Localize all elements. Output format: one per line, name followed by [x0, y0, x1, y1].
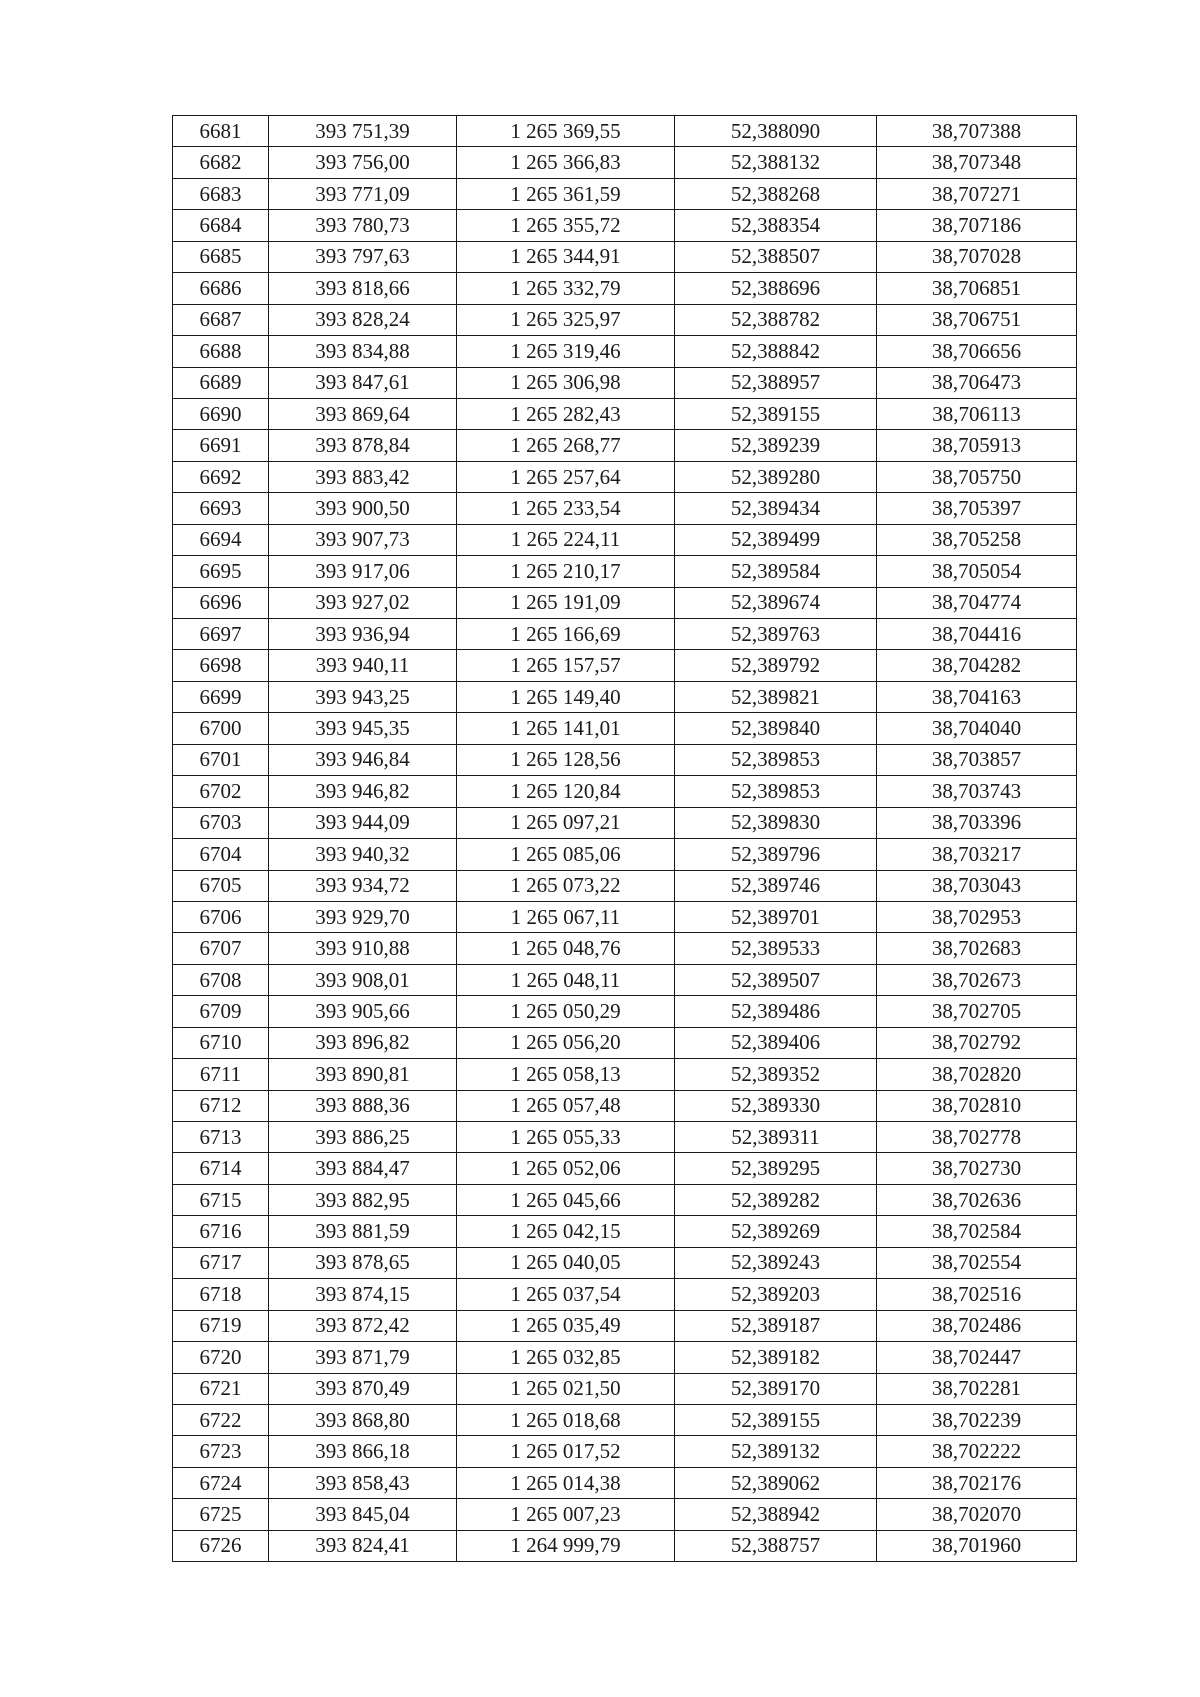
- table-row: [173, 1373, 1077, 1404]
- table-row: [173, 964, 1077, 995]
- y-coordinate-cell: 1 265 017,52: [457, 1436, 675, 1467]
- table-row: [173, 116, 1077, 147]
- point-number-cell: 6721: [173, 1373, 269, 1404]
- latitude-cell: 52,389674: [675, 587, 877, 618]
- longitude-cell: 38,704163: [877, 681, 1077, 712]
- x-coordinate-cell: 393 847,61: [269, 367, 457, 398]
- x-coordinate-cell: 393 940,32: [269, 839, 457, 870]
- y-coordinate-cell: 1 265 128,56: [457, 744, 675, 775]
- latitude-cell: 52,389853: [675, 776, 877, 807]
- latitude-cell: 52,389533: [675, 933, 877, 964]
- latitude-cell: 52,388842: [675, 336, 877, 367]
- latitude-cell: 52,389330: [675, 1090, 877, 1121]
- point-number-cell: 6681: [173, 116, 269, 147]
- x-coordinate-cell: 393 858,43: [269, 1467, 457, 1498]
- x-coordinate-cell: 393 818,66: [269, 273, 457, 304]
- y-coordinate-cell: 1 265 040,05: [457, 1247, 675, 1278]
- latitude-cell: 52,389434: [675, 493, 877, 524]
- y-coordinate-cell: 1 265 149,40: [457, 681, 675, 712]
- x-coordinate-cell: 393 871,79: [269, 1342, 457, 1373]
- y-coordinate-cell: 1 265 268,77: [457, 430, 675, 461]
- x-coordinate-cell: 393 872,42: [269, 1310, 457, 1341]
- latitude-cell: 52,389584: [675, 556, 877, 587]
- y-coordinate-cell: 1 265 369,55: [457, 116, 675, 147]
- table-row: [173, 681, 1077, 712]
- longitude-cell: 38,707388: [877, 116, 1077, 147]
- y-coordinate-cell: 1 265 191,09: [457, 587, 675, 618]
- x-coordinate-cell: 393 943,25: [269, 681, 457, 712]
- table-row: [173, 493, 1077, 524]
- x-coordinate-cell: 393 870,49: [269, 1373, 457, 1404]
- latitude-cell: 52,388132: [675, 147, 877, 178]
- latitude-cell: 52,389170: [675, 1373, 877, 1404]
- x-coordinate-cell: 393 845,04: [269, 1499, 457, 1530]
- table-row: [173, 901, 1077, 932]
- y-coordinate-cell: 1 265 097,21: [457, 807, 675, 838]
- y-coordinate-cell: 1 265 366,83: [457, 147, 675, 178]
- latitude-cell: 52,388957: [675, 367, 877, 398]
- point-number-cell: 6713: [173, 1122, 269, 1153]
- latitude-cell: 52,389507: [675, 964, 877, 995]
- x-coordinate-cell: 393 883,42: [269, 461, 457, 492]
- point-number-cell: 6701: [173, 744, 269, 775]
- latitude-cell: 52,389155: [675, 398, 877, 429]
- y-coordinate-cell: 1 265 073,22: [457, 870, 675, 901]
- y-coordinate-cell: 1 265 085,06: [457, 839, 675, 870]
- y-coordinate-cell: 1 265 014,38: [457, 1467, 675, 1498]
- x-coordinate-cell: 393 944,09: [269, 807, 457, 838]
- y-coordinate-cell: 1 265 319,46: [457, 336, 675, 367]
- latitude-cell: 52,389280: [675, 461, 877, 492]
- y-coordinate-cell: 1 265 032,85: [457, 1342, 675, 1373]
- longitude-cell: 38,705258: [877, 524, 1077, 555]
- point-number-cell: 6706: [173, 901, 269, 932]
- table-row: [173, 1090, 1077, 1121]
- y-coordinate-cell: 1 265 057,48: [457, 1090, 675, 1121]
- x-coordinate-cell: 393 751,39: [269, 116, 457, 147]
- y-coordinate-cell: 1 265 052,06: [457, 1153, 675, 1184]
- table-row: [173, 524, 1077, 555]
- point-number-cell: 6688: [173, 336, 269, 367]
- x-coordinate-cell: 393 929,70: [269, 901, 457, 932]
- longitude-cell: 38,703743: [877, 776, 1077, 807]
- coordinates-table-body: [173, 116, 1077, 1562]
- x-coordinate-cell: 393 890,81: [269, 1059, 457, 1090]
- point-number-cell: 6718: [173, 1279, 269, 1310]
- longitude-cell: 38,702486: [877, 1310, 1077, 1341]
- point-number-cell: 6715: [173, 1184, 269, 1215]
- table-row: [173, 1436, 1077, 1467]
- y-coordinate-cell: 1 265 042,15: [457, 1216, 675, 1247]
- longitude-cell: 38,707271: [877, 178, 1077, 209]
- longitude-cell: 38,702281: [877, 1373, 1077, 1404]
- point-number-cell: 6711: [173, 1059, 269, 1090]
- longitude-cell: 38,706113: [877, 398, 1077, 429]
- table-row: [173, 1216, 1077, 1247]
- table-row: [173, 1247, 1077, 1278]
- latitude-cell: 52,389182: [675, 1342, 877, 1373]
- longitude-cell: 38,706656: [877, 336, 1077, 367]
- point-number-cell: 6722: [173, 1404, 269, 1435]
- latitude-cell: 52,389486: [675, 996, 877, 1027]
- longitude-cell: 38,702447: [877, 1342, 1077, 1373]
- y-coordinate-cell: 1 265 056,20: [457, 1027, 675, 1058]
- point-number-cell: 6720: [173, 1342, 269, 1373]
- latitude-cell: 52,389311: [675, 1122, 877, 1153]
- point-number-cell: 6700: [173, 713, 269, 744]
- table-row: [173, 178, 1077, 209]
- y-coordinate-cell: 1 265 018,68: [457, 1404, 675, 1435]
- longitude-cell: 38,702222: [877, 1436, 1077, 1467]
- point-number-cell: 6690: [173, 398, 269, 429]
- y-coordinate-cell: 1 265 166,69: [457, 619, 675, 650]
- y-coordinate-cell: 1 265 233,54: [457, 493, 675, 524]
- x-coordinate-cell: 393 900,50: [269, 493, 457, 524]
- point-number-cell: 6684: [173, 210, 269, 241]
- x-coordinate-cell: 393 868,80: [269, 1404, 457, 1435]
- point-number-cell: 6696: [173, 587, 269, 618]
- longitude-cell: 38,705054: [877, 556, 1077, 587]
- latitude-cell: 52,388942: [675, 1499, 877, 1530]
- x-coordinate-cell: 393 940,11: [269, 650, 457, 681]
- x-coordinate-cell: 393 834,88: [269, 336, 457, 367]
- x-coordinate-cell: 393 882,95: [269, 1184, 457, 1215]
- y-coordinate-cell: 1 265 045,66: [457, 1184, 675, 1215]
- x-coordinate-cell: 393 869,64: [269, 398, 457, 429]
- table-row: [173, 1027, 1077, 1058]
- table-row: [173, 398, 1077, 429]
- table-row: [173, 933, 1077, 964]
- point-number-cell: 6717: [173, 1247, 269, 1278]
- longitude-cell: 38,702792: [877, 1027, 1077, 1058]
- y-coordinate-cell: 1 265 120,84: [457, 776, 675, 807]
- table-row: [173, 587, 1077, 618]
- point-number-cell: 6692: [173, 461, 269, 492]
- point-number-cell: 6708: [173, 964, 269, 995]
- point-number-cell: 6698: [173, 650, 269, 681]
- x-coordinate-cell: 393 756,00: [269, 147, 457, 178]
- point-number-cell: 6704: [173, 839, 269, 870]
- longitude-cell: 38,702516: [877, 1279, 1077, 1310]
- y-coordinate-cell: 1 264 999,79: [457, 1530, 675, 1561]
- coordinates-table: [172, 115, 1077, 1562]
- longitude-cell: 38,702554: [877, 1247, 1077, 1278]
- x-coordinate-cell: 393 905,66: [269, 996, 457, 1027]
- x-coordinate-cell: 393 828,24: [269, 304, 457, 335]
- y-coordinate-cell: 1 265 048,76: [457, 933, 675, 964]
- y-coordinate-cell: 1 265 344,91: [457, 241, 675, 272]
- x-coordinate-cell: 393 946,82: [269, 776, 457, 807]
- x-coordinate-cell: 393 908,01: [269, 964, 457, 995]
- point-number-cell: 6714: [173, 1153, 269, 1184]
- table-row: [173, 461, 1077, 492]
- x-coordinate-cell: 393 888,36: [269, 1090, 457, 1121]
- y-coordinate-cell: 1 265 210,17: [457, 556, 675, 587]
- latitude-cell: 52,388354: [675, 210, 877, 241]
- table-row: [173, 713, 1077, 744]
- latitude-cell: 52,389187: [675, 1310, 877, 1341]
- x-coordinate-cell: 393 780,73: [269, 210, 457, 241]
- point-number-cell: 6694: [173, 524, 269, 555]
- latitude-cell: 52,389243: [675, 1247, 877, 1278]
- latitude-cell: 52,389792: [675, 650, 877, 681]
- longitude-cell: 38,707348: [877, 147, 1077, 178]
- point-number-cell: 6709: [173, 996, 269, 1027]
- longitude-cell: 38,702070: [877, 1499, 1077, 1530]
- x-coordinate-cell: 393 917,06: [269, 556, 457, 587]
- point-number-cell: 6699: [173, 681, 269, 712]
- y-coordinate-cell: 1 265 282,43: [457, 398, 675, 429]
- latitude-cell: 52,389763: [675, 619, 877, 650]
- latitude-cell: 52,389853: [675, 744, 877, 775]
- latitude-cell: 52,388757: [675, 1530, 877, 1561]
- longitude-cell: 38,702636: [877, 1184, 1077, 1215]
- point-number-cell: 6703: [173, 807, 269, 838]
- y-coordinate-cell: 1 265 048,11: [457, 964, 675, 995]
- x-coordinate-cell: 393 881,59: [269, 1216, 457, 1247]
- point-number-cell: 6710: [173, 1027, 269, 1058]
- y-coordinate-cell: 1 265 141,01: [457, 713, 675, 744]
- point-number-cell: 6702: [173, 776, 269, 807]
- y-coordinate-cell: 1 265 325,97: [457, 304, 675, 335]
- longitude-cell: 38,701960: [877, 1530, 1077, 1561]
- x-coordinate-cell: 393 907,73: [269, 524, 457, 555]
- table-row: [173, 556, 1077, 587]
- point-number-cell: 6687: [173, 304, 269, 335]
- latitude-cell: 52,388782: [675, 304, 877, 335]
- point-number-cell: 6707: [173, 933, 269, 964]
- point-number-cell: 6719: [173, 1310, 269, 1341]
- point-number-cell: 6685: [173, 241, 269, 272]
- table-row: [173, 619, 1077, 650]
- y-coordinate-cell: 1 265 257,64: [457, 461, 675, 492]
- x-coordinate-cell: 393 936,94: [269, 619, 457, 650]
- longitude-cell: 38,702683: [877, 933, 1077, 964]
- y-coordinate-cell: 1 265 050,29: [457, 996, 675, 1027]
- point-number-cell: 6682: [173, 147, 269, 178]
- table-row: [173, 839, 1077, 870]
- latitude-cell: 52,389406: [675, 1027, 877, 1058]
- point-number-cell: 6695: [173, 556, 269, 587]
- latitude-cell: 52,389295: [675, 1153, 877, 1184]
- longitude-cell: 38,702778: [877, 1122, 1077, 1153]
- latitude-cell: 52,389746: [675, 870, 877, 901]
- x-coordinate-cell: 393 797,63: [269, 241, 457, 272]
- latitude-cell: 52,389830: [675, 807, 877, 838]
- x-coordinate-cell: 393 878,84: [269, 430, 457, 461]
- y-coordinate-cell: 1 265 224,11: [457, 524, 675, 555]
- y-coordinate-cell: 1 265 306,98: [457, 367, 675, 398]
- table-row: [173, 744, 1077, 775]
- latitude-cell: 52,389155: [675, 1404, 877, 1435]
- x-coordinate-cell: 393 934,72: [269, 870, 457, 901]
- longitude-cell: 38,704416: [877, 619, 1077, 650]
- point-number-cell: 6725: [173, 1499, 269, 1530]
- table-row: [173, 1122, 1077, 1153]
- longitude-cell: 38,703396: [877, 807, 1077, 838]
- point-number-cell: 6697: [173, 619, 269, 650]
- table-row: [173, 870, 1077, 901]
- latitude-cell: 52,389269: [675, 1216, 877, 1247]
- latitude-cell: 52,389203: [675, 1279, 877, 1310]
- y-coordinate-cell: 1 265 067,11: [457, 901, 675, 932]
- longitude-cell: 38,703043: [877, 870, 1077, 901]
- table-row: [173, 273, 1077, 304]
- y-coordinate-cell: 1 265 355,72: [457, 210, 675, 241]
- table-row: [173, 430, 1077, 461]
- longitude-cell: 38,702705: [877, 996, 1077, 1027]
- table-row: [173, 776, 1077, 807]
- table-row: [173, 807, 1077, 838]
- table-row: [173, 1530, 1077, 1561]
- x-coordinate-cell: 393 874,15: [269, 1279, 457, 1310]
- x-coordinate-cell: 393 896,82: [269, 1027, 457, 1058]
- longitude-cell: 38,703217: [877, 839, 1077, 870]
- x-coordinate-cell: 393 927,02: [269, 587, 457, 618]
- longitude-cell: 38,705750: [877, 461, 1077, 492]
- table-row: [173, 336, 1077, 367]
- point-number-cell: 6723: [173, 1436, 269, 1467]
- longitude-cell: 38,707186: [877, 210, 1077, 241]
- longitude-cell: 38,706751: [877, 304, 1077, 335]
- longitude-cell: 38,705397: [877, 493, 1077, 524]
- table-row: [173, 1184, 1077, 1215]
- x-coordinate-cell: 393 824,41: [269, 1530, 457, 1561]
- table-row: [173, 1153, 1077, 1184]
- longitude-cell: 38,704774: [877, 587, 1077, 618]
- x-coordinate-cell: 393 946,84: [269, 744, 457, 775]
- point-number-cell: 6686: [173, 273, 269, 304]
- table-row: [173, 1342, 1077, 1373]
- x-coordinate-cell: 393 886,25: [269, 1122, 457, 1153]
- table-row: [173, 367, 1077, 398]
- point-number-cell: 6693: [173, 493, 269, 524]
- table-row: [173, 210, 1077, 241]
- table-row: [173, 1404, 1077, 1435]
- y-coordinate-cell: 1 265 037,54: [457, 1279, 675, 1310]
- table-row: [173, 147, 1077, 178]
- x-coordinate-cell: 393 771,09: [269, 178, 457, 209]
- latitude-cell: 52,388507: [675, 241, 877, 272]
- longitude-cell: 38,702810: [877, 1090, 1077, 1121]
- latitude-cell: 52,389796: [675, 839, 877, 870]
- table-row: [173, 1059, 1077, 1090]
- longitude-cell: 38,702176: [877, 1467, 1077, 1498]
- latitude-cell: 52,389282: [675, 1184, 877, 1215]
- longitude-cell: 38,704282: [877, 650, 1077, 681]
- longitude-cell: 38,702820: [877, 1059, 1077, 1090]
- longitude-cell: 38,703857: [877, 744, 1077, 775]
- y-coordinate-cell: 1 265 157,57: [457, 650, 675, 681]
- x-coordinate-cell: 393 884,47: [269, 1153, 457, 1184]
- latitude-cell: 52,389062: [675, 1467, 877, 1498]
- point-number-cell: 6726: [173, 1530, 269, 1561]
- latitude-cell: 52,389840: [675, 713, 877, 744]
- latitude-cell: 52,388696: [675, 273, 877, 304]
- latitude-cell: 52,388090: [675, 116, 877, 147]
- table-row: [173, 241, 1077, 272]
- point-number-cell: 6691: [173, 430, 269, 461]
- point-number-cell: 6724: [173, 1467, 269, 1498]
- y-coordinate-cell: 1 265 035,49: [457, 1310, 675, 1341]
- table-row: [173, 650, 1077, 681]
- longitude-cell: 38,702730: [877, 1153, 1077, 1184]
- point-number-cell: 6716: [173, 1216, 269, 1247]
- longitude-cell: 38,702953: [877, 901, 1077, 932]
- latitude-cell: 52,389821: [675, 681, 877, 712]
- longitude-cell: 38,706473: [877, 367, 1077, 398]
- latitude-cell: 52,389239: [675, 430, 877, 461]
- longitude-cell: 38,705913: [877, 430, 1077, 461]
- point-number-cell: 6712: [173, 1090, 269, 1121]
- table-row: [173, 1310, 1077, 1341]
- y-coordinate-cell: 1 265 332,79: [457, 273, 675, 304]
- y-coordinate-cell: 1 265 007,23: [457, 1499, 675, 1530]
- y-coordinate-cell: 1 265 058,13: [457, 1059, 675, 1090]
- longitude-cell: 38,702673: [877, 964, 1077, 995]
- longitude-cell: 38,702584: [877, 1216, 1077, 1247]
- longitude-cell: 38,704040: [877, 713, 1077, 744]
- y-coordinate-cell: 1 265 021,50: [457, 1373, 675, 1404]
- longitude-cell: 38,702239: [877, 1404, 1077, 1435]
- latitude-cell: 52,389701: [675, 901, 877, 932]
- table-row: [173, 1279, 1077, 1310]
- latitude-cell: 52,389352: [675, 1059, 877, 1090]
- point-number-cell: 6689: [173, 367, 269, 398]
- table-row: [173, 1499, 1077, 1530]
- x-coordinate-cell: 393 945,35: [269, 713, 457, 744]
- point-number-cell: 6705: [173, 870, 269, 901]
- table-row: [173, 996, 1077, 1027]
- y-coordinate-cell: 1 265 055,33: [457, 1122, 675, 1153]
- latitude-cell: 52,388268: [675, 178, 877, 209]
- y-coordinate-cell: 1 265 361,59: [457, 178, 675, 209]
- longitude-cell: 38,707028: [877, 241, 1077, 272]
- latitude-cell: 52,389132: [675, 1436, 877, 1467]
- x-coordinate-cell: 393 866,18: [269, 1436, 457, 1467]
- longitude-cell: 38,706851: [877, 273, 1077, 304]
- table-row: [173, 1467, 1077, 1498]
- table-row: [173, 304, 1077, 335]
- x-coordinate-cell: 393 878,65: [269, 1247, 457, 1278]
- point-number-cell: 6683: [173, 178, 269, 209]
- x-coordinate-cell: 393 910,88: [269, 933, 457, 964]
- latitude-cell: 52,389499: [675, 524, 877, 555]
